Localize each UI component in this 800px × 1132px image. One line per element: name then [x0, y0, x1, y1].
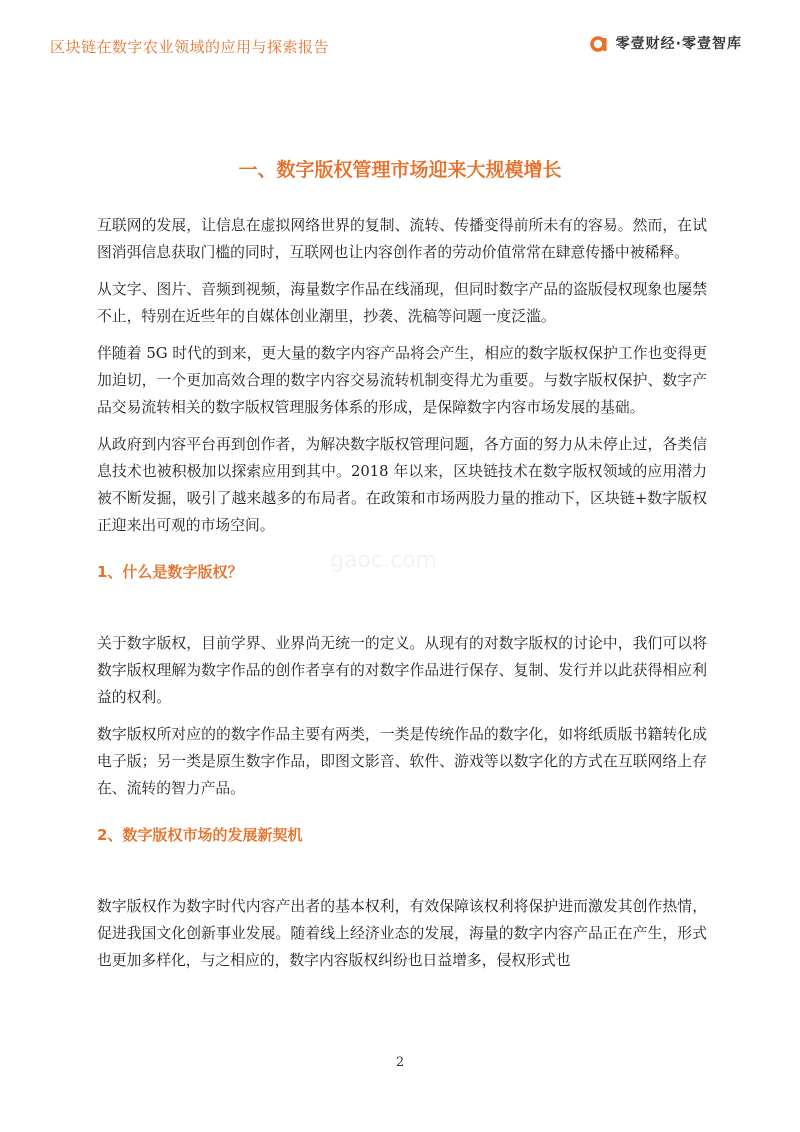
subsection-heading: 2、数字版权市场的发展新契机	[97, 826, 303, 844]
subsection-heading: 1、什么是数字版权？	[97, 563, 243, 581]
page-number: 2	[395, 1055, 405, 1070]
section-title: 一、数字版权管理市场迎来大规模增长	[238, 159, 562, 181]
paragraph: 数字版权作为数字时代内容产出者的基本权利，有效保障该权利将保护进而激发其创作热情，促进我国文化创新事业发展。随着线上经济业态的发展，海量的数字内容产品正在产生，形式也更加多样化，与之相应的，数字内容版权纠纷也日益增多，侵权形式也	[97, 898, 707, 969]
page-header	[0, 0, 800, 70]
report-title: 区块链在数字农业领域的应用与探索报告	[50, 38, 330, 56]
paragraph: 从政府到内容平台再到创作者，为解决数字版权管理问题，各方面的努力从未停止过，各类信息技术也被积极加以探索应用到其中。2018 年以来，区块链技术在数字版权领域的应用潜力被不断发掘，吸引了越来越多的布局者。在政策和市场两股力量的推动下，区块链+数字版权正迎来出可观的市场空间。	[97, 436, 707, 534]
paragraph: 关于数字版权，目前学界、业界尚无统一的定义。从现有的对数字版权的讨论中，我们可以将数字版权理解为数字作品的创作者享有的对数字作品进行保存、复制、发行并以此获得相应利益的权利。	[97, 635, 707, 706]
brand-name: 零壹财经·零壹智库	[615, 36, 742, 52]
watermark: gaoc.com	[330, 548, 437, 573]
paragraph: 互联网的发展，让信息在虚拟网络世界的复制、流转、传播变得前所未有的容易。然而，在试图消弭信息获取门槛的同时，互联网也让内容创作者的劳动价值常常在肆意传播中被稀释。	[97, 217, 707, 261]
paragraph: 伴随着 5G 时代的到来，更大量的数字内容产品将会产生，相应的数字版权保护工作也变得更加迫切，一个更加高效合理的数字内容交易流转机制变得尤为重要。与数字版权保护、数字产品交易流转相关的数字版权管理服务体系的形成，是保障数字内容市场发展的基础。	[97, 345, 707, 416]
document-body	[97, 212, 707, 984]
paragraph: 从文字、图片、音频到视频，海量数字作品在线涌现，但同时数字产品的盗版侵权现象也屡禁不止，特别在近些年的自媒体创业潮里，抄袭、洗稿等问题一度泛滥。	[97, 281, 707, 325]
paragraph: 数字版权所对应的的数字作品主要有两类，一类是传统作品的数字化，如将纸质版书籍转化成电子版；另一类是原生数字作品，即图文影音、软件、游戏等以数字化的方式在互联网络上存在、流转的智力产品。	[97, 726, 707, 797]
brand	[589, 33, 742, 53]
brand-a-logo-icon	[589, 33, 609, 53]
